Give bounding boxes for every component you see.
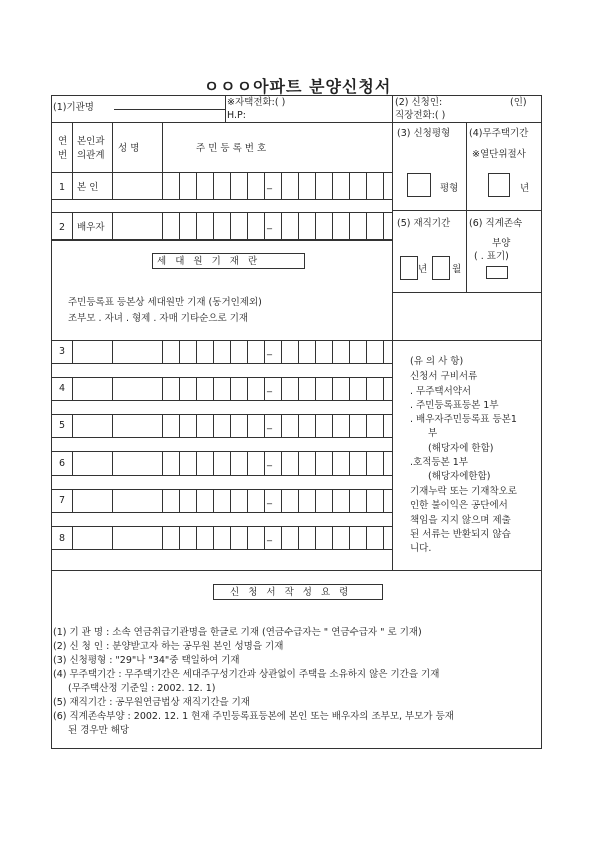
agency-label: (1)기관명	[53, 102, 94, 113]
grid-line	[51, 400, 392, 401]
grid-line	[383, 212, 384, 239]
homeless-input[interactable]	[488, 173, 510, 197]
area-input[interactable]	[407, 173, 431, 197]
grid-line	[179, 377, 180, 400]
guide-6: (6) 직계존속부양 : 2002. 12. 1 현재 주민등록표등본에 본인 또는 배우자의 조부모, 부모가 등재	[53, 711, 454, 722]
grid-line	[162, 172, 163, 199]
grid-line	[332, 340, 333, 363]
grid-line	[315, 414, 316, 437]
grid-line	[298, 526, 299, 549]
grid-line	[162, 526, 163, 549]
guide-2: (2) 신 청 인 : 분양받고자 하는 공무원 본인 성명을 기재	[53, 641, 284, 652]
grid-line	[196, 377, 197, 400]
grid-line	[51, 414, 392, 415]
grid-line	[281, 451, 282, 475]
name-cell[interactable]	[113, 378, 161, 400]
col-name: 성 명	[118, 143, 140, 154]
dependent-mark: ( . 표기)	[474, 251, 509, 262]
grid-line	[179, 212, 180, 239]
grid-line	[179, 526, 180, 549]
rrn-separator: _	[267, 456, 272, 467]
guide-3: (3) 신청평형 : "29"나 "34"중 택일하여 기재	[53, 655, 240, 666]
col-rrn: 주 민 등 록 번 호	[196, 143, 267, 154]
grid-line	[315, 489, 316, 512]
grid-line	[383, 451, 384, 475]
grid-line	[51, 489, 392, 490]
rrn-separator: _	[267, 218, 272, 230]
grid-line	[213, 212, 214, 239]
grid-line	[332, 172, 333, 199]
grid-line	[315, 172, 316, 199]
grid-line	[264, 526, 265, 549]
service-label: (5) 재직기간	[397, 218, 451, 229]
grid-line	[72, 122, 73, 172]
guide-4b: (무주택산정 기준일 : 2002. 12. 1)	[68, 683, 216, 694]
grid-line	[349, 377, 350, 400]
grid-line	[281, 172, 282, 199]
household-note-1: 주민등록표 등본상 세대원만 기재 (동거인제외)	[68, 297, 262, 308]
homeless-note: ※열단위절사	[472, 149, 526, 160]
row-3-no: 3	[58, 346, 66, 357]
grid-line	[51, 212, 392, 213]
grid-line	[366, 526, 367, 549]
rrn-separator: _	[267, 493, 272, 505]
grid-line	[162, 451, 163, 475]
grid-line	[298, 340, 299, 363]
grid-line	[281, 340, 282, 363]
notes-line-9: 기재누락 또는 기재착오로	[410, 486, 517, 497]
grid-line	[383, 172, 384, 199]
dependent-sub: 부양	[492, 238, 511, 249]
work-phone-label: 직장전화:( )	[395, 110, 446, 121]
dependent-checkbox[interactable]	[486, 266, 508, 279]
notes-line-1: 신청서 구비서류	[410, 371, 478, 382]
row-1-rel: 본 인	[77, 182, 99, 193]
grid-line	[196, 526, 197, 549]
notes-line-8: (해당자에한함)	[428, 471, 491, 482]
grid-line	[383, 526, 384, 549]
grid-line	[315, 451, 316, 475]
grid-line	[51, 172, 392, 173]
grid-line	[196, 340, 197, 363]
col-no-1: 연	[58, 136, 68, 147]
col-rel-1: 본인과	[77, 136, 105, 147]
household-note-2: 조부모 . 자녀 . 형제 . 자매 기타순으로 기재	[68, 313, 249, 324]
grid-line	[349, 414, 350, 437]
grid-line	[179, 451, 180, 475]
grid-line	[179, 414, 180, 437]
grid-line	[366, 489, 367, 512]
grid-line	[51, 377, 392, 378]
grid-line	[298, 414, 299, 437]
area-unit: 평형	[440, 183, 459, 194]
col-rel-2: 의관계	[77, 150, 105, 161]
service-month-unit: 월	[452, 264, 462, 275]
grid-line	[230, 451, 231, 475]
grid-line	[247, 340, 248, 363]
service-year-unit: 년	[418, 264, 428, 275]
row-2-no: 2	[58, 222, 66, 233]
notes-line-13: 니다.	[410, 543, 432, 554]
applicant-label: (2) 신청인:	[395, 97, 443, 108]
grid-line	[366, 451, 367, 475]
grid-line	[315, 212, 316, 239]
grid-line	[162, 414, 163, 437]
guide-6b: 된 경우만 해당	[68, 725, 130, 736]
grid-line	[349, 489, 350, 512]
grid-line	[332, 526, 333, 549]
notes-line-7: .호적등본 1부	[410, 457, 468, 468]
grid-line	[230, 489, 231, 512]
grid-line	[51, 240, 392, 241]
service-year-input[interactable]	[400, 256, 418, 280]
grid-line	[196, 451, 197, 475]
name-cell[interactable]	[113, 213, 161, 239]
name-cell[interactable]	[113, 415, 161, 437]
grid-line	[51, 475, 392, 476]
row-7-no: 7	[58, 495, 66, 506]
grid-line	[315, 526, 316, 549]
grid-line	[247, 172, 248, 199]
hp-label: H.P:	[227, 110, 246, 121]
name-cell[interactable]	[113, 173, 161, 199]
grid-line	[332, 451, 333, 475]
grid-line	[51, 549, 392, 550]
home-phone-label: ※자택전화:( )	[227, 97, 286, 108]
grid-line	[264, 451, 265, 475]
grid-line	[264, 340, 265, 363]
grid-line	[366, 172, 367, 199]
service-month-input[interactable]	[432, 256, 450, 280]
grid-line	[264, 489, 265, 512]
name-cell[interactable]	[113, 527, 161, 549]
grid-line	[281, 212, 282, 239]
grid-line	[281, 377, 282, 400]
row-6-no: 6	[58, 458, 66, 469]
grid-line	[162, 340, 163, 363]
household-heading: 세 대 원 기 재 란	[157, 256, 261, 267]
notes-line-2: . 무주택서약서	[410, 386, 472, 397]
area-label: (3) 신청평형	[397, 128, 451, 139]
grid-line	[383, 414, 384, 437]
grid-line	[162, 377, 163, 400]
grid-line	[247, 451, 248, 475]
grid-line	[281, 414, 282, 437]
guide-1: (1) 기 관 명 : 소속 연금취급기관명을 한글로 기재 (연금수급자는 " 연금수급자 " 로 기재)	[53, 627, 422, 638]
row-8-no: 8	[58, 533, 66, 544]
grid-line	[230, 172, 231, 199]
grid-line	[349, 451, 350, 475]
grid-line	[213, 377, 214, 400]
agency-input[interactable]	[114, 96, 224, 121]
grid-line	[196, 489, 197, 512]
grid-line	[179, 172, 180, 199]
grid-line	[162, 489, 163, 512]
notes-line-11: 책임을 지지 않으며 제출	[410, 515, 511, 526]
grid-line	[349, 526, 350, 549]
grid-line	[51, 363, 392, 364]
grid-line	[366, 377, 367, 400]
grid-line	[264, 172, 265, 199]
grid-line	[162, 212, 163, 239]
grid-line	[196, 414, 197, 437]
rrn-separator: _	[267, 381, 272, 393]
row-1-no: 1	[58, 182, 66, 193]
rrn-separator: _	[267, 178, 272, 190]
grid-line	[281, 489, 282, 512]
grid-line	[213, 340, 214, 363]
grid-line	[349, 172, 350, 199]
grid-line	[51, 451, 392, 452]
grid-line	[196, 212, 197, 239]
notes-line-10: 인한 불이익은 공단에서	[410, 500, 508, 511]
notes-heading: (유 의 사 항)	[410, 356, 464, 367]
row-5-no: 5	[58, 420, 66, 431]
grid-line	[247, 212, 248, 239]
rrn-separator: _	[267, 418, 272, 430]
grid-line	[51, 512, 392, 513]
grid-line	[162, 122, 163, 172]
grid-line	[366, 212, 367, 239]
guide-heading: 신 청 서 작 성 요 령	[230, 587, 352, 598]
notes-line-3: . 주민등록표등본 1부	[410, 400, 499, 411]
notes-line-6: (해당자에 한함)	[428, 443, 494, 454]
grid-line	[247, 414, 248, 437]
guide-4: (4) 무주택기간 : 무주택기간은 세대주구성기간과 상관없이 주택을 소유하지 않은 기간을 기재	[53, 669, 440, 680]
grid-line	[383, 377, 384, 400]
grid-line	[264, 414, 265, 437]
grid-line	[383, 489, 384, 512]
grid-line	[332, 489, 333, 512]
grid-line	[298, 377, 299, 400]
dependent-label: (6) 직계존속	[469, 218, 523, 229]
grid-line	[213, 451, 214, 475]
grid-line	[332, 212, 333, 239]
grid-line	[247, 526, 248, 549]
row-4-no: 4	[58, 383, 66, 394]
grid-line	[230, 414, 231, 437]
page-title: ㅇㅇㅇ아파트 분양신청서	[203, 77, 392, 96]
grid-line	[349, 212, 350, 239]
grid-line	[230, 212, 231, 239]
homeless-label: (4)무주택기간	[469, 128, 529, 139]
grid-line	[366, 414, 367, 437]
name-cell[interactable]	[113, 490, 161, 512]
row-2-rel: 배우자	[77, 222, 105, 233]
homeless-unit: 년	[520, 183, 530, 194]
grid-line	[332, 414, 333, 437]
grid-line	[51, 199, 392, 200]
grid-line	[264, 212, 265, 239]
notes-line-12: 된 서류는 반환되지 않습	[410, 529, 511, 540]
grid-line	[230, 377, 231, 400]
grid-line	[196, 172, 197, 199]
notes-line-4: . 배우자주민등록표 등본1	[410, 414, 517, 425]
grid-line	[332, 377, 333, 400]
name-cell[interactable]	[113, 452, 161, 475]
grid-line	[315, 377, 316, 400]
grid-line	[213, 172, 214, 199]
grid-line	[230, 526, 231, 549]
seal-mark: (인)	[510, 97, 527, 108]
grid-line	[230, 340, 231, 363]
grid-line	[179, 340, 180, 363]
grid-line	[51, 437, 392, 438]
grid-line	[179, 489, 180, 512]
grid-line	[213, 489, 214, 512]
grid-line	[51, 340, 392, 341]
grid-line	[315, 340, 316, 363]
grid-line	[383, 340, 384, 363]
grid-line	[247, 489, 248, 512]
grid-line	[298, 451, 299, 475]
grid-line	[112, 122, 113, 172]
grid-line	[213, 526, 214, 549]
grid-line	[298, 489, 299, 512]
name-cell[interactable]	[113, 341, 161, 363]
grid-line	[349, 340, 350, 363]
grid-line	[281, 526, 282, 549]
grid-line	[298, 212, 299, 239]
rrn-separator: _	[267, 344, 272, 356]
notes-line-5: 부	[428, 428, 438, 439]
grid-line	[264, 377, 265, 400]
grid-line	[51, 526, 392, 527]
grid-line	[213, 414, 214, 437]
grid-line	[366, 340, 367, 363]
rrn-separator: _	[267, 530, 272, 542]
grid-line	[298, 172, 299, 199]
grid-line	[247, 377, 248, 400]
col-no-2: 번	[58, 150, 68, 161]
guide-5: (5) 재직기간 : 공무원연금법상 재직기간을 기재	[53, 697, 250, 708]
